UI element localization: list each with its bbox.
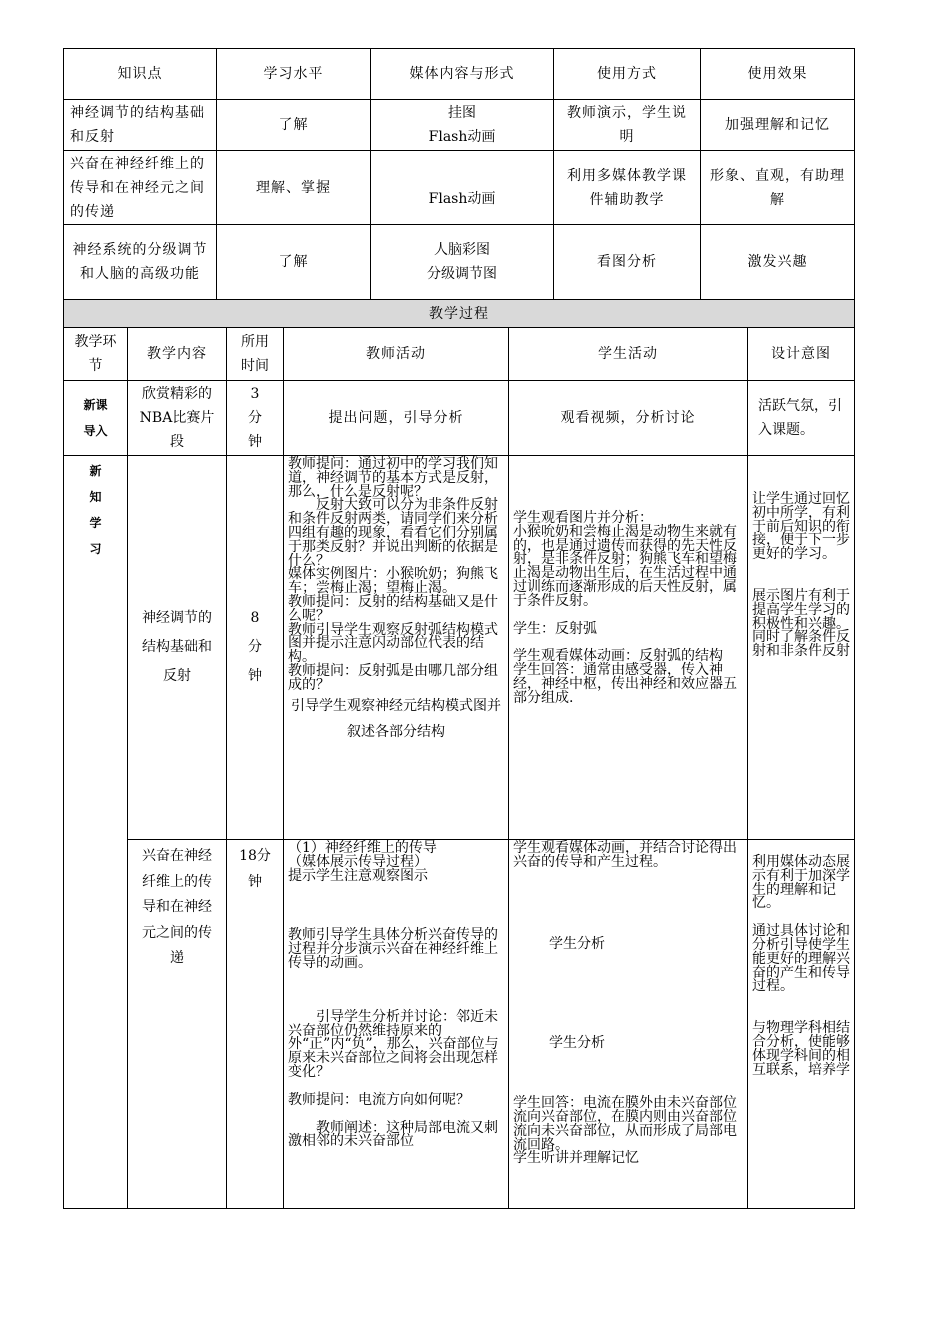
topic-cell: 神经系统的分级调节和人脑的高级功能 xyxy=(64,225,217,300)
teacher-line: 教师提问：电流方向如何呢？ xyxy=(288,1091,470,1108)
student-line: 学生：反射弧 xyxy=(513,620,597,637)
student-line: 学生回答：通常由感受器，传入神经，神经中枢，传出神经和效应器五部分组成. xyxy=(513,662,737,706)
teacher-line: 教师提问：反射弧是由哪几部分组成的？ xyxy=(288,662,498,693)
teacher-line: 教师引导学生具体分析兴奋传导的过程并分步演示兴奋在神经纤维上传导的动画。 xyxy=(288,927,498,971)
excite-time: 18分钟 xyxy=(227,840,284,1209)
header-time: 所用时间 xyxy=(227,328,284,381)
teacher-line: 教师阐述：这种局部电流又刺激相邻的未兴奋部位 xyxy=(288,1119,498,1150)
usage-cell: 教师演示，学生说明 xyxy=(554,100,701,151)
process-header-row xyxy=(64,328,855,381)
media-line: Flash动画 xyxy=(428,129,496,145)
usage-cell: 利用多媒体教学课件辅助教学 xyxy=(554,151,701,225)
excite-intent xyxy=(748,840,855,1209)
intent-line: 展示图片有利于提高学生学习的积极性和兴趣。同时了解条件反射和非条件反射 xyxy=(752,587,850,660)
teacher-line: （1）神经纤维上的传导 xyxy=(288,840,437,856)
table-row xyxy=(64,151,855,225)
teaching-process-table xyxy=(63,299,855,1209)
student-line: 学生分析 xyxy=(549,935,605,952)
intro-row xyxy=(64,381,855,456)
header-student-activity: 学生活动 xyxy=(509,328,748,381)
reflex-teacher xyxy=(284,456,509,840)
excite-student xyxy=(509,840,748,1209)
media-line: Flash动画 xyxy=(428,190,496,207)
header-content: 教学内容 xyxy=(128,328,227,381)
stage-char: 新 xyxy=(89,464,102,478)
intro-student: 观看视频，分析讨论 xyxy=(509,381,748,456)
intro-content: 欣赏精彩的NBA比赛片段 xyxy=(128,381,227,456)
topic-cell: 神经调节的结构基础和反射 xyxy=(64,100,217,151)
intent-line: 利用媒体动态展示有利于加深学生的理解和记忆。 xyxy=(752,854,850,912)
teacher-line: 引导学生观察神经元结构模式图并叙述各部分结构 xyxy=(291,697,501,740)
header-media-content: 媒体内容与形式 xyxy=(371,49,554,100)
stage-char: 习 xyxy=(89,542,102,556)
student-line: 学生听讲并理解记忆 xyxy=(513,1150,639,1167)
teacher-line: （媒体展示传导过程） xyxy=(288,853,428,870)
header-usage-mode: 使用方式 xyxy=(554,49,701,100)
teacher-line: 教师引导学生观察反射弧结构模式图并提示注意闪动部位代表的结构。 xyxy=(288,621,498,666)
effect-cell: 加强理解和记忆 xyxy=(701,100,855,151)
student-line: 学生观看媒体动画，并结合讨论得出兴奋的传导和产生过程。 xyxy=(513,840,737,870)
media-line: 挂图 xyxy=(448,105,476,121)
media-cell xyxy=(371,151,554,225)
student-line: 学生观看图片并分析： xyxy=(513,510,653,526)
media-line: 分级调节图 xyxy=(427,266,497,282)
media-cell xyxy=(371,225,554,300)
stage-char: 学 xyxy=(89,516,102,530)
student-line: 学生分析 xyxy=(549,1035,605,1052)
reflex-row xyxy=(64,456,855,840)
usage-cell: 看图分析 xyxy=(554,225,701,300)
intent-line: 通过具体讨论和分析引导使学生能更好的理解兴奋的产生和传导过程。 xyxy=(752,923,850,995)
media-cell xyxy=(371,100,554,151)
intro-teacher: 提出问题，引导分析 xyxy=(284,381,509,456)
media-table-header-row xyxy=(64,49,855,100)
effect-cell: 激发兴趣 xyxy=(701,225,855,300)
stage-intro: 新课导入 xyxy=(64,381,128,456)
stage-new-learning xyxy=(64,456,128,1209)
teacher-line: 媒体实例图片：小猴吮奶；狗熊飞车；尝梅止渴；望梅止渴。 xyxy=(288,566,498,597)
excite-teacher xyxy=(284,840,509,1209)
student-line: 学生回答：电流在膜外由未兴奋部位流向兴奋部位，在膜内则由兴奋部位流向未兴奋部位，从而形成了局部电流回路。 xyxy=(513,1095,737,1153)
intro-time: 3分钟 xyxy=(227,381,284,456)
excite-row xyxy=(64,840,855,1209)
teacher-line: 引导学生分析并讨论：邻近未兴奋部位仍然维持原来的外“正”内“负”，那么，兴奋部位与原来未兴奋部位之间将会出现怎样变化？ xyxy=(288,1008,499,1080)
effect-cell: 形象、直观，有助理解 xyxy=(701,151,855,225)
excite-content: 兴奋在神经纤维上的传导和在神经元之间的传递 xyxy=(128,840,227,1209)
stage-char: 知 xyxy=(89,490,102,504)
level-cell: 了解 xyxy=(217,225,371,300)
reflex-time: 8分钟 xyxy=(227,456,284,840)
teacher-line: 教师提问：通过初中的学习我们知道，神经调节的基本方式是反射，那么，什么是反射呢？ xyxy=(288,456,498,500)
intro-intent: 活跃气氛，引入课题。 xyxy=(748,381,855,456)
intent-line: 与物理学科相结合分析，使能够体现学科间的相互联系，培养学 xyxy=(752,1020,850,1078)
teacher-line: 教师提问：反射的结构基础又是什么呢？ xyxy=(288,593,498,624)
reflex-student xyxy=(509,456,748,840)
header-knowledge-point: 知识点 xyxy=(64,49,217,100)
header-usage-effect: 使用效果 xyxy=(701,49,855,100)
table-row xyxy=(64,100,855,151)
level-cell: 了解 xyxy=(217,100,371,151)
header-teacher-activity: 教师活动 xyxy=(284,328,509,381)
teacher-line: 提示学生注意观察图示 xyxy=(288,867,428,884)
media-usage-table xyxy=(63,48,855,300)
section-title-row xyxy=(64,300,855,328)
intent-line: 让学生通过回忆初中所学，有利于前后知识的衔接，便于下一步更好的学习。 xyxy=(752,491,850,563)
teacher-line: 反射大致可以分为非条件反射和条件反射两类，请同学们来分析四组有趣的现象，看看它们分别属于那类反射？并说出判断的依据是什么？ xyxy=(288,497,498,569)
header-learning-level: 学习水平 xyxy=(217,49,371,100)
level-cell: 理解、掌握 xyxy=(217,151,371,225)
student-line: 小猴吮奶和尝梅止渴是动物生来就有的，也是通过遗传而获得的先天性反射，是非条件反射；狗熊飞车和望梅止渴是动物出生后，在生活过程中通过训练而逐渐形成的后天性反射，属于条件反射。 xyxy=(513,523,737,609)
table-row xyxy=(64,225,855,300)
media-line: 人脑彩图 xyxy=(434,242,490,258)
reflex-intent xyxy=(748,456,855,840)
section-title: 教学过程 xyxy=(64,300,855,328)
reflex-content: 神经调节的结构基础和反射 xyxy=(128,456,227,840)
topic-cell: 兴奋在神经纤维上的传导和在神经元之间的传递 xyxy=(64,151,217,225)
header-design-intent: 设计意图 xyxy=(748,328,855,381)
student-line: 学生观看媒体动画：反射弧的结构 xyxy=(513,648,723,665)
header-stage: 教学环节 xyxy=(64,328,128,381)
